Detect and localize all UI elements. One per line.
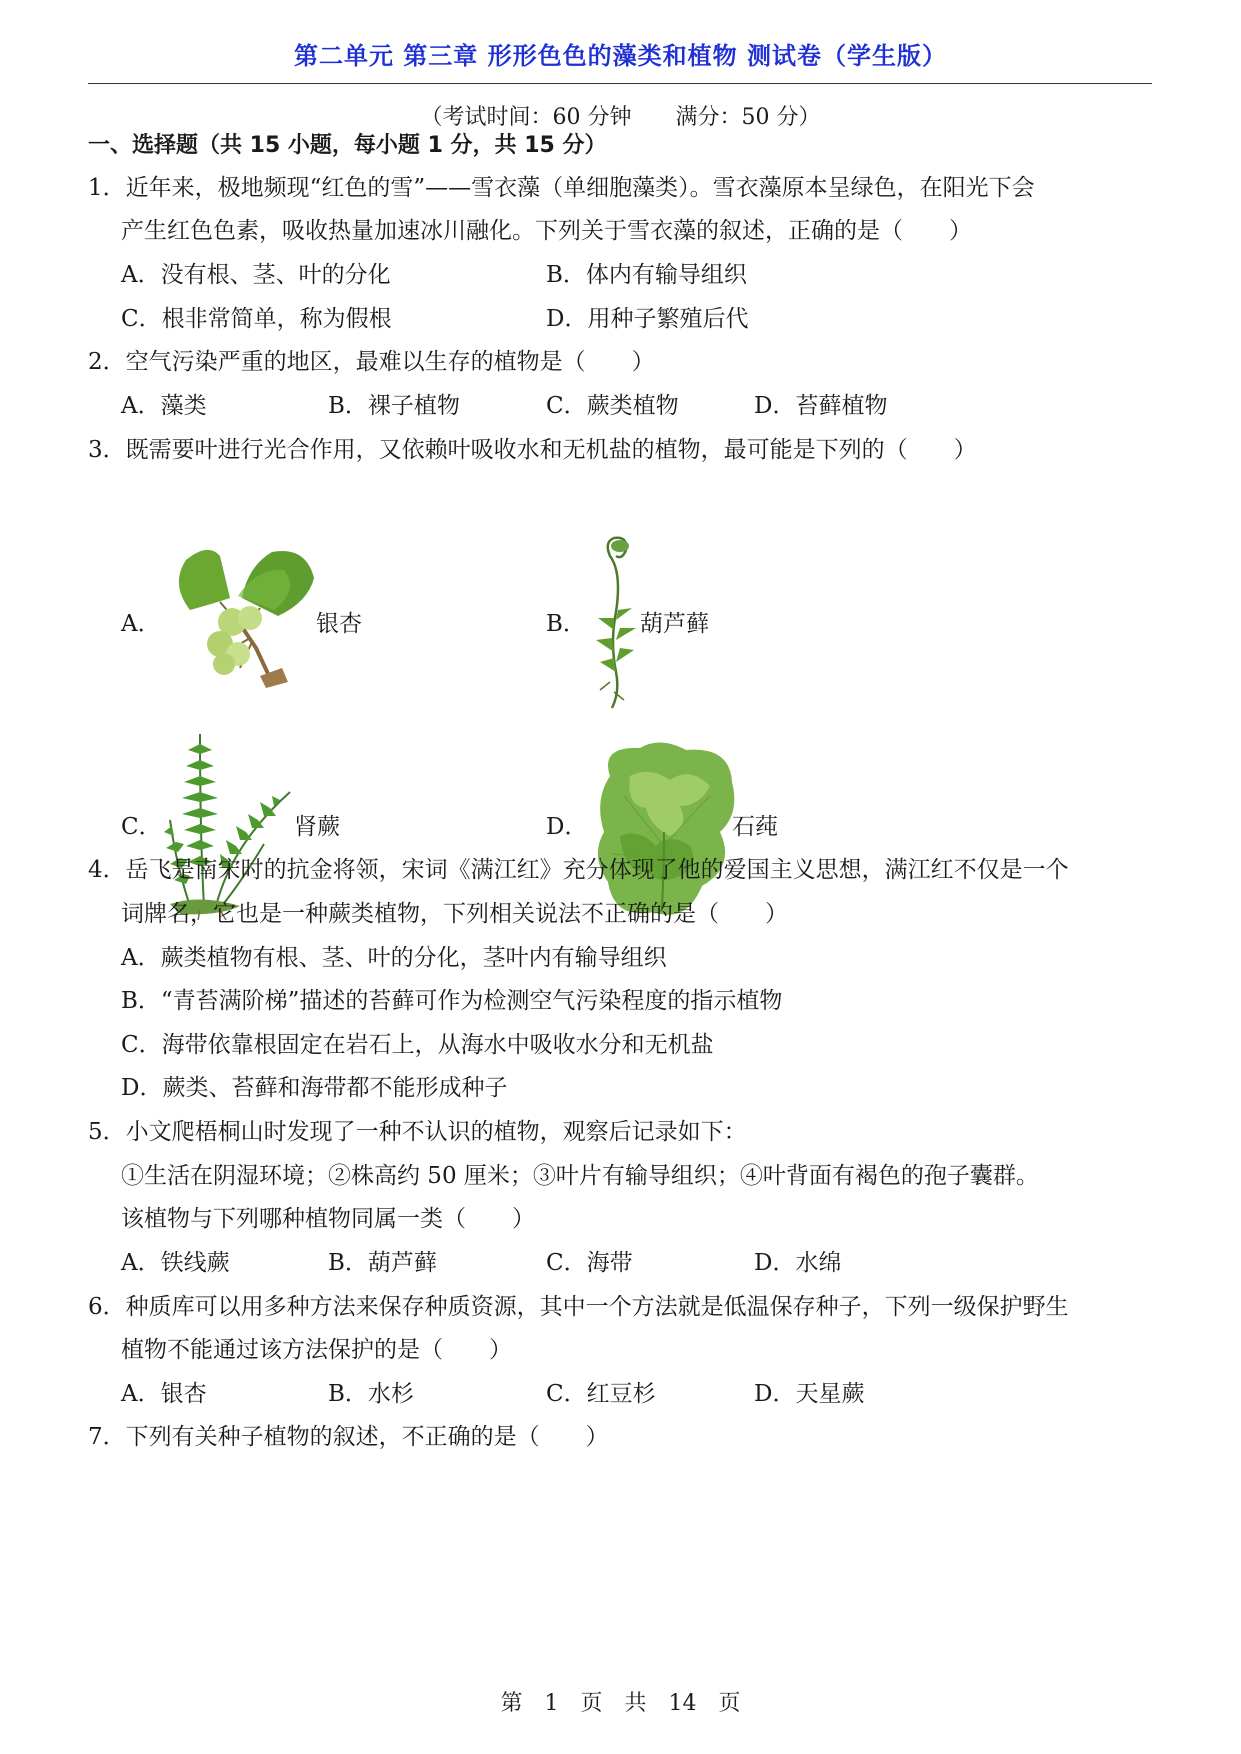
q6-option-c: C．红豆杉 [546,1381,656,1407]
q5-option-a: A．铁线蕨 [121,1250,230,1276]
ginkgo-image [160,538,320,690]
question-5-line2: ①生活在阴湿环境；②株高约 50 厘米；③叶片有输导组织；④叶背面有褐色的孢子囊群。 [121,1163,1039,1189]
q3-option-c-name: 肾蕨 [294,814,340,840]
q4-option-a: A．蕨类植物有根、茎、叶的分化，茎叶内有输导组织 [121,945,667,971]
question-4-line1: 4．岳飞是南宋时的抗金将领，宋词《满江红》充分体现了他的爱国主义思想，满江红不仅是一个 [88,857,1069,883]
q2-option-b: B．裸子植物 [328,393,460,419]
q3-option-a-name: 银杏 [316,611,362,637]
q3-option-a-letter: A． [121,611,161,637]
header-divider [88,83,1152,84]
question-5-line1: 5．小文爬梧桐山时发现了一种不认识的植物，观察后记录如下： [88,1119,747,1145]
q1-option-d: D．用种子繁殖后代 [546,306,749,332]
question-3-line1: 3．既需要叶进行光合作用，又依赖叶吸收水和无机盐的植物，最可能是下列的（ ） [88,437,977,463]
q3-option-b-name: 葫芦藓 [640,611,709,637]
question-7-line1: 7．下列有关种子植物的叙述，不正确的是（ ） [88,1424,609,1450]
fern-image [160,724,300,920]
page-footer: 第 1 页 共 14 页 [500,1691,741,1716]
q2-option-d: D．苔藓植物 [754,393,888,419]
question-2-line1: 2．空气污染严重的地区，最难以生存的植物是（ ） [88,349,655,375]
section-heading: 一、选择题（共 15 小题，每小题 1 分，共 15 分） [88,133,607,158]
q5-option-c: C．海带 [546,1250,633,1276]
q4-option-b: B．“青苔满阶梯”描述的苔藓可作为检测空气污染程度的指示植物 [121,988,783,1014]
exam-info [0,100,1241,131]
question-4-line2: 词牌名，它也是一种蕨类植物，下列相关说法不正确的是（ ） [121,901,788,927]
q2-option-a: A．藻类 [121,393,207,419]
question-6-line2: 植物不能通过该方法保护的是（ ） [121,1337,512,1363]
q3-option-b-letter: B． [546,611,586,637]
q1-option-b: B．体内有输导组织 [546,262,747,288]
q3-option-d-name: 石莼 [732,814,778,840]
sea-lettuce-image [590,736,740,926]
question-1-line2: 产生红色色素，吸收热量加速冰川融化。下列关于雪衣藻的叙述，正确的是（ ） [121,218,972,244]
q3-option-c-letter: C． [121,814,162,840]
q6-option-d: D．天星蕨 [754,1381,865,1407]
question-5-line3: 该植物与下列哪种植物同属一类（ ） [121,1206,535,1232]
q3-option-d-letter: D． [546,814,588,840]
q4-option-d: D．蕨类、苔藓和海带都不能形成种子 [121,1075,508,1101]
question-6-line1: 6．种质库可以用多种方法来保存种质资源，其中一个方法就是低温保存种子，下列一级保护野生 [88,1294,1069,1320]
page-title: 第二单元 第三章 形形色色的藻类和植物 测试卷（学生版） [293,42,948,70]
q2-option-c: C．蕨类植物 [546,393,679,419]
q1-option-c: C．根非常简单，称为假根 [121,306,392,332]
q5-option-d: D．水绵 [754,1250,842,1276]
q5-option-b: B．葫芦藓 [328,1250,437,1276]
exam-score: 满分：50 分） [675,105,821,130]
q4-option-c: C．海带依靠根固定在岩石上，从海水中吸收水分和无机盐 [121,1032,714,1058]
q6-option-a: A．银杏 [121,1381,207,1407]
question-1-line1: 1．近年来，极地频现“红色的雪”——雪衣藻（单细胞藻类）。雪衣藻原本呈绿色，在阳光下会 [88,175,1035,201]
exam-time: （考试时间：60 分钟 [420,105,632,130]
q1-option-a: A．没有根、茎、叶的分化 [121,262,391,288]
q6-option-b: B．水杉 [328,1381,414,1407]
